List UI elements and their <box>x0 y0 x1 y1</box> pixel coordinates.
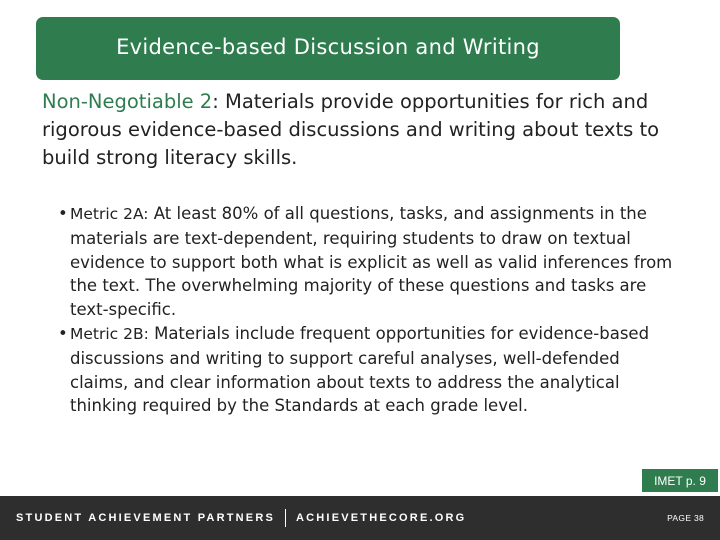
title-banner <box>36 17 620 80</box>
page-title: Evidence-based Discussion and Writing <box>116 34 540 59</box>
metric-text: Materials include frequent opportunities for evidence-based discussions and writing to support careful analyses, well-defended claims, and clear information about texts to address the analytical thinking required by the Standards at each grade level. <box>70 323 650 416</box>
bullet-icon: • <box>58 323 68 343</box>
lead-colon: : <box>212 90 219 113</box>
footer-divider <box>285 509 286 527</box>
metrics-list <box>58 202 678 418</box>
footer-org-website: ACHIEVETHECORE.ORG <box>296 512 467 524</box>
imet-reference-badge <box>642 469 718 492</box>
metric-item <box>58 202 678 322</box>
bullet-icon: • <box>58 204 68 223</box>
footer-bar <box>0 496 720 540</box>
imet-reference-text: IMET p. 9 <box>654 473 706 488</box>
non-negotiable-label: Non-Negotiable 2 <box>42 90 213 113</box>
lead-text: Materials provide opportunities for rich and rigorous evidence-based discussions and writing about texts to build strong literacy skills. <box>42 90 660 169</box>
page-number: PAGE 38 <box>667 513 704 523</box>
metric-label: Metric 2B: <box>70 324 149 343</box>
metric-label: Metric 2A: <box>70 205 149 223</box>
lead-paragraph <box>42 88 692 172</box>
footer-organization <box>16 496 466 540</box>
footer-org-name: STUDENT ACHIEVEMENT PARTNERS <box>16 512 275 524</box>
metric-text: At least 80% of all questions, tasks, and assignments in the materials are text-dependent, requiring students to draw on textual evidence to support both what is explicit as well as valid inferences from the text. The overwhelming majority of these questions and tasks are text-specific. <box>70 204 673 320</box>
metric-item <box>58 322 678 418</box>
